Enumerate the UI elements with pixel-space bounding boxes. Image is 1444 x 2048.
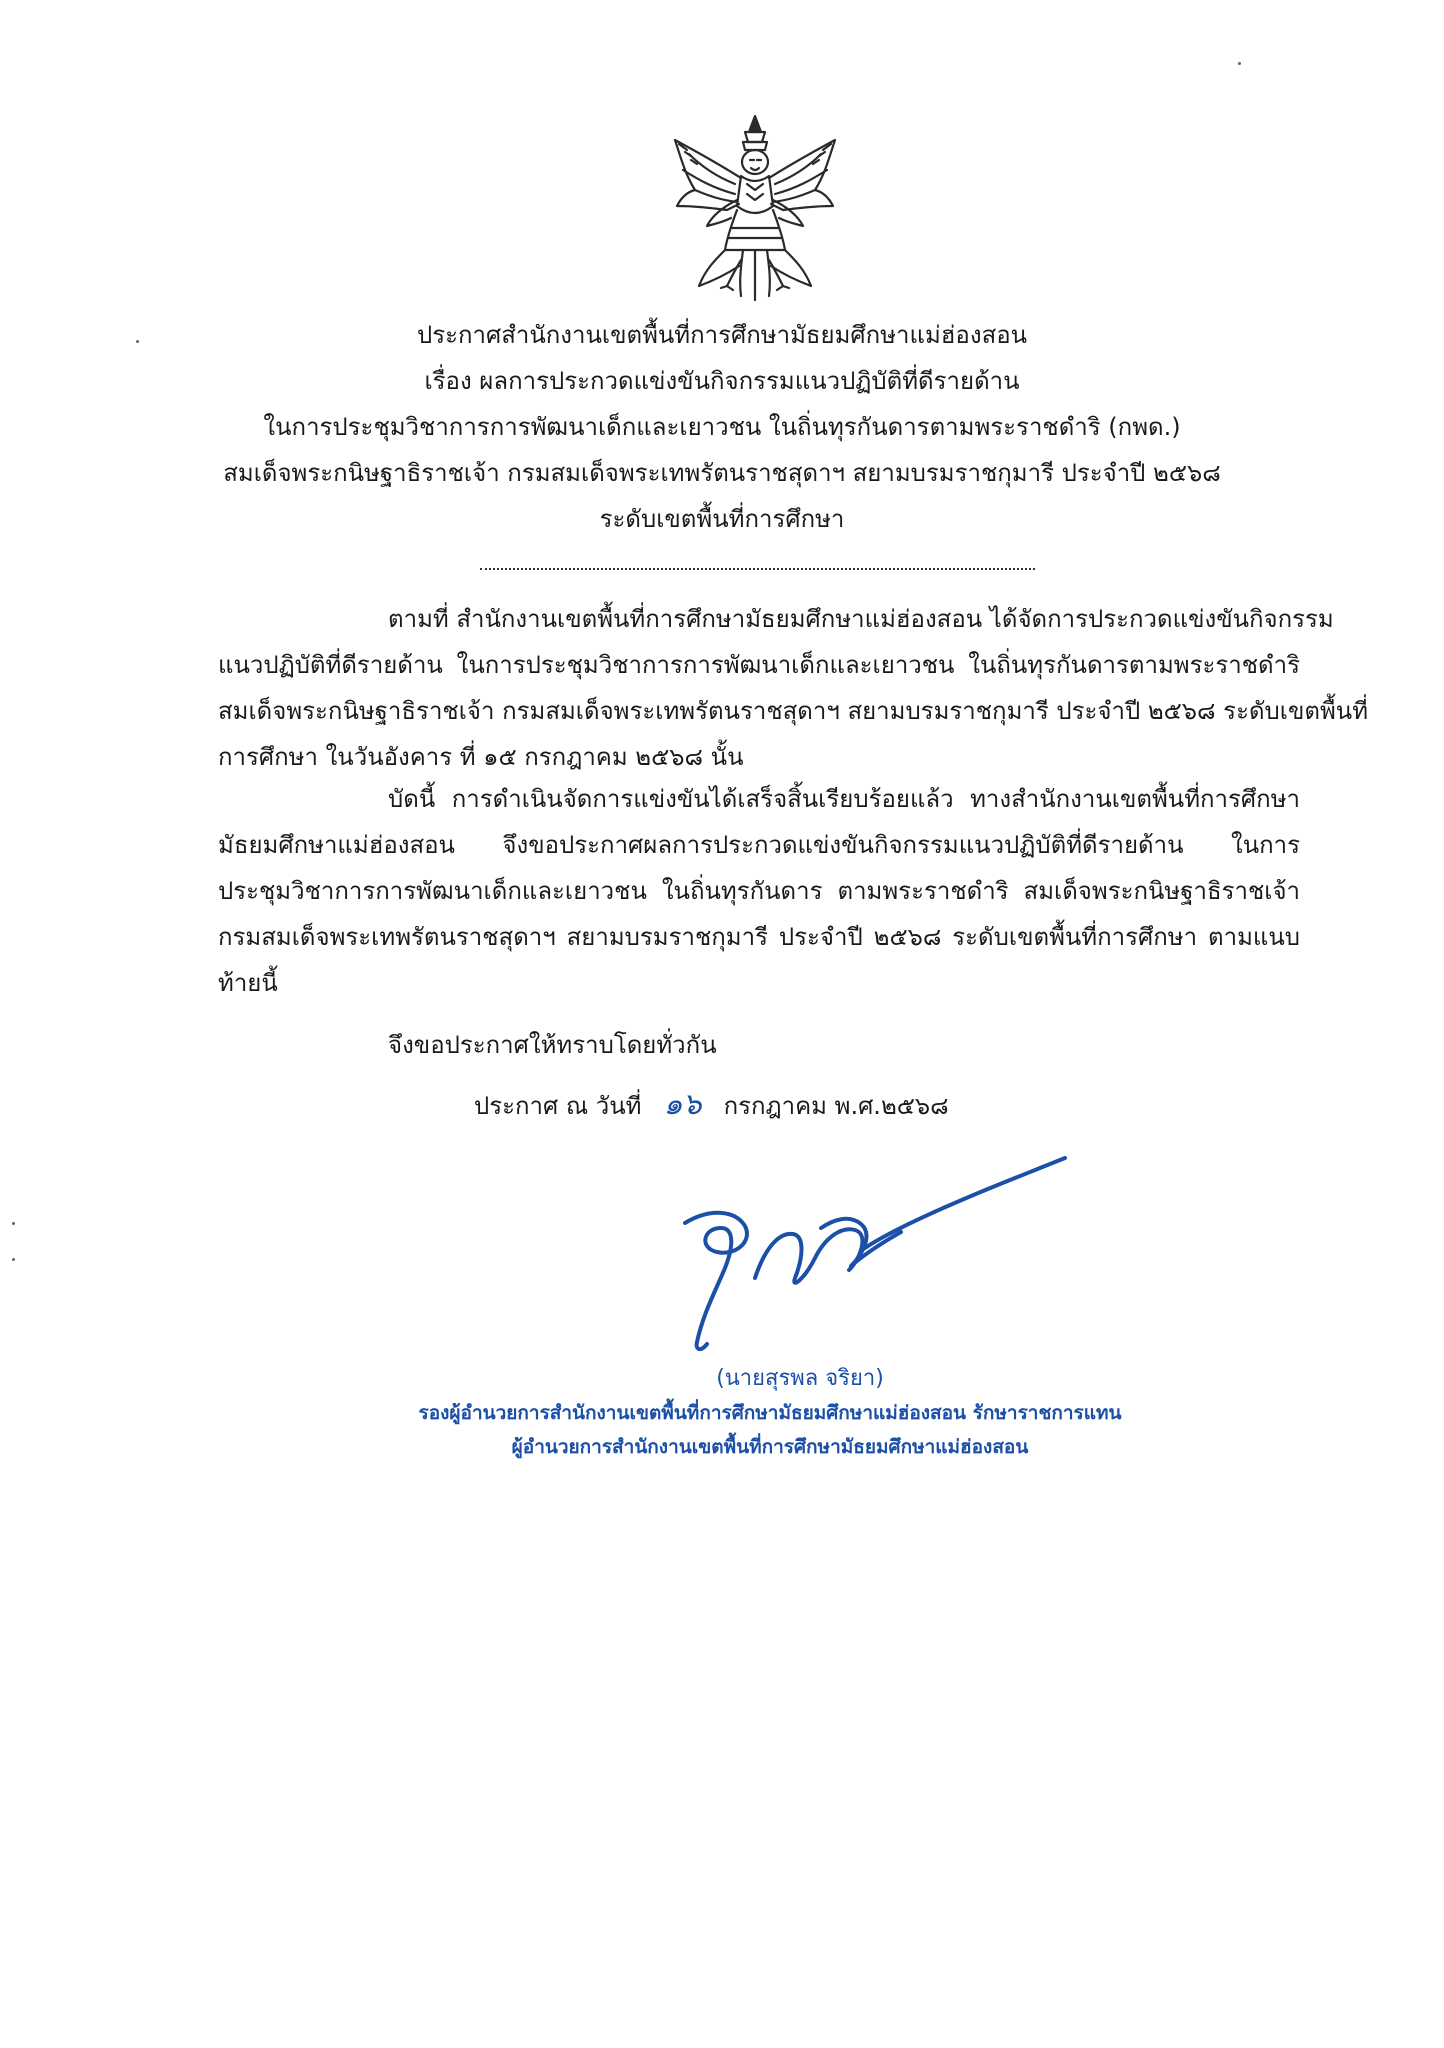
paragraph-line: กรมสมเด็จพระเทพรัตนราชสุดาฯ สยามบรมราชกุมารี ประจำปี ๒๕๖๘ ระดับเขตพื้นที่การศึกษา ตามแนบ [218, 923, 1300, 951]
signer-position-2: ผู้อำนวยการสำนักงานเขตพื้นที่การศึกษามัธยมศึกษาแม่ฮ่องสอน [511, 1436, 1029, 1458]
paragraph-line: มัธยมศึกษาแม่ฮ่องสอน จึงขอประกาศผลการประกวดแข่งขันกิจกรรมแนวปฏิบัติที่ดีรายด้าน ในการ [218, 831, 1300, 859]
date-month-year: กรกฎาคม พ.ศ.๒๕๖๘ [723, 1092, 949, 1120]
date-prefix: ประกาศ ณ วันที่ [474, 1092, 642, 1120]
subject-line-3: สมเด็จพระกนิษฐาธิราชเจ้า กรมสมเด็จพระเทพรัตนราชสุดาฯ สยามบรมราชกุมารี ประจำปี ๒๕๖๘ [223, 459, 1221, 487]
subject-line: เรื่อง ผลการประกวดแข่งขันกิจกรรมแนวปฏิบัติที่ดีรายด้าน [424, 367, 1020, 395]
handwritten-signature [655, 1128, 1085, 1378]
signer-name: (นายสุรพล จริยา) [716, 1366, 884, 1391]
paragraph-line: แนวปฏิบัติที่ดีรายด้าน ในการประชุมวิชาการการพัฒนาเด็กและเยาวชน ในถิ่นทุรกันดารตามพระราชดำริ [218, 651, 1300, 679]
paragraph-line: ประชุมวิชาการการพัฒนาเด็กและเยาวชน ในถิ่นทุรกันดาร ตามพระราชดำริ สมเด็จพระกนิษฐาธิราชเจ้า [218, 877, 1300, 905]
scan-speck [1238, 62, 1241, 65]
garuda-emblem-icon [655, 110, 855, 306]
dotted-separator [480, 568, 1035, 570]
paragraph-2 [218, 776, 1300, 1006]
paragraph-line: สมเด็จพระกนิษฐาธิราชเจ้า กรมสมเด็จพระเทพรัตนราชสุดาฯ สยามบรมราชกุมารี ประจำปี ๒๕๖๘ ระดับเขตพื้นที่ [218, 697, 1369, 725]
paragraph-line: ตามที่ สำนักงานเขตพื้นที่การศึกษามัธยมศึกษาแม่ฮ่องสอน ได้จัดการประกวดแข่งขันกิจกรรม [388, 605, 1334, 633]
announcement-heading: ประกาศสำนักงานเขตพื้นที่การศึกษามัธยมศึกษาแม่ฮ่องสอน [416, 321, 1028, 349]
scan-speck [12, 1222, 15, 1225]
closing-statement: จึงขอประกาศให้ทราบโดยทั่วกัน [388, 1031, 717, 1059]
scan-speck [136, 340, 139, 343]
paragraph-1 [218, 596, 1369, 780]
paragraph-line: ท้ายนี้ [218, 969, 278, 997]
subject-line-2: ในการประชุมวิชาการการพัฒนาเด็กและเยาวชน ในถิ่นทุรกันดารตามพระราชดำริ (กพด.) [263, 413, 1181, 441]
paragraph-line: บัดนี้ การดำเนินจัดการแข่งขันได้เสร็จสิ้นเรียบร้อยแล้ว ทางสำนักงานเขตพื้นที่การศึกษา [388, 785, 1300, 813]
scan-speck [12, 1258, 15, 1261]
signer-position: รองผู้อำนวยการสำนักงานเขตพื้นที่การศึกษามัธยมศึกษาแม่ฮ่องสอน รักษาราชการแทน [418, 1402, 1122, 1424]
subject-line-4: ระดับเขตพื้นที่การศึกษา [599, 505, 845, 533]
announcement-date [474, 1087, 949, 1122]
paragraph-line: การศึกษา ในวันอังคาร ที่ ๑๕ กรกฎาคม ๒๕๖๘ นั้น [218, 743, 744, 771]
date-day: ๑๖ [663, 1087, 702, 1122]
